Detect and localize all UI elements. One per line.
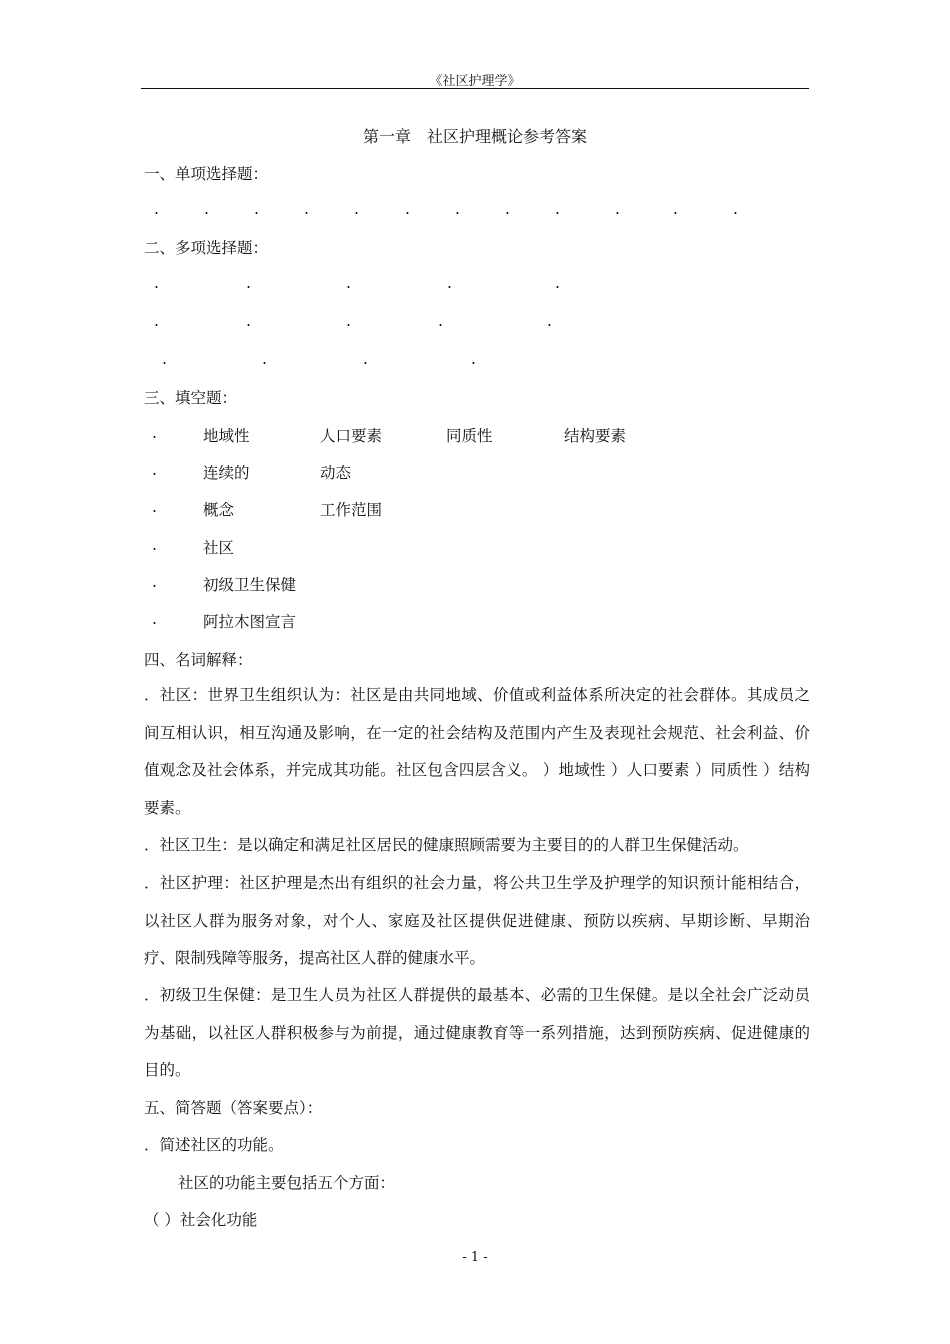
answer-marker: . [471, 350, 476, 368]
answer-marker: . [246, 274, 251, 292]
row-marker: . [152, 573, 157, 591]
answer-marker: . [154, 274, 159, 292]
answer-marker: . [447, 274, 452, 292]
term-definition-community: ．社区：世界卫生组织认为：社区是由共同地域、价值或利益体系所决定的社会群体。其成员之间互相认识，相互沟通及影响，在一定的社会结构及范围内产生及表现社会规范、社会利益、价值观念及社会体系，并完成其功能。社区包含四层含义。 ）地域性 ）人口要素 ）同质性 ）结构要素。 [144, 686, 810, 817]
fill-blank-answer: 阿拉木图宣言 [203, 613, 297, 631]
fill-blank-answer: 社区 [203, 539, 235, 557]
row-marker: . [152, 536, 157, 554]
answer-marker: . [354, 200, 359, 218]
answer-marker: . [346, 274, 351, 292]
section-heading-term-definitions: 四、名词解释： [144, 651, 253, 669]
answer-marker: . [254, 200, 259, 218]
header-rule [141, 88, 809, 89]
answer-marker: . [204, 200, 209, 218]
term-definition-community-health: ．社区卫生：是以确定和满足社区居民的健康照顾需要为主要目的的人群卫生保健活动。 [144, 836, 749, 854]
row-marker: . [152, 498, 157, 516]
fill-blank-answer: 连续的 [203, 464, 250, 482]
answer-marker: . [304, 200, 309, 218]
section-heading-multiple-choice: 二、多项选择题： [144, 239, 269, 257]
running-header: 《社区护理学》 [429, 74, 521, 89]
answer-marker: . [555, 274, 560, 292]
answer-marker: . [555, 200, 560, 218]
fill-blank-answer: 结构要素 [564, 427, 627, 445]
short-answer-point: （ ）社会化功能 [144, 1211, 258, 1229]
row-marker: . [152, 610, 157, 628]
fill-blank-answer: 同质性 [446, 427, 493, 445]
answer-marker: . [547, 312, 552, 330]
short-answer-intro: 社区的功能主要包括五个方面： [178, 1174, 396, 1192]
row-marker: . [152, 424, 157, 442]
answer-marker: . [505, 200, 510, 218]
section-heading-short-answer: 五、简答题（答案要点）： [144, 1099, 323, 1117]
answer-marker: . [262, 350, 267, 368]
section-heading-single-choice: 一、单项选择题： [144, 165, 269, 183]
answer-marker: . [438, 312, 443, 330]
term-definition-primary-health-care: ．初级卫生保健：是卫生人员为社区人群提供的最基本、必需的卫生保健。是以全社会广泛动员为基础，以社区人群积极参与为前提，通过健康教育等一系列措施，达到预防疾病、促进健康的目的。 [144, 986, 810, 1079]
answer-marker: . [154, 312, 159, 330]
fill-blank-answer: 工作范围 [320, 501, 383, 519]
page-number: - 1 - [462, 1250, 488, 1265]
section-heading-fill-blank: 三、填空题： [144, 389, 238, 407]
chapter-title: 第一章 社区护理概论参考答案 [362, 127, 587, 146]
answer-marker: . [246, 312, 251, 330]
answer-marker: . [346, 312, 351, 330]
short-answer-question: ．简述社区的功能。 [144, 1136, 284, 1154]
fill-blank-answer: 初级卫生保健 [203, 576, 297, 594]
answer-marker: . [615, 200, 620, 218]
answer-marker: . [363, 350, 368, 368]
term-definition-community-nursing: ．社区护理：社区护理是杰出有组织的社会力量，将公共卫生学及护理学的知识预计能相结合，以社区人群为服务对象，对个人、家庭及社区提供促进健康、预防以疾病、早期诊断、早期治疗、限制残障等服务，提高社区人群的健康水平。 [144, 874, 810, 967]
row-marker: . [152, 461, 157, 479]
answer-marker: . [154, 200, 159, 218]
fill-blank-answer: 人口要素 [320, 427, 383, 445]
fill-blank-answer: 概念 [203, 501, 235, 519]
fill-blank-answer: 地域性 [203, 427, 250, 445]
fill-blank-answer: 动态 [320, 464, 352, 482]
answer-marker: . [405, 200, 410, 218]
answer-marker: . [733, 200, 738, 218]
answer-marker: . [673, 200, 678, 218]
answer-marker: . [162, 350, 167, 368]
answer-marker: . [455, 200, 460, 218]
